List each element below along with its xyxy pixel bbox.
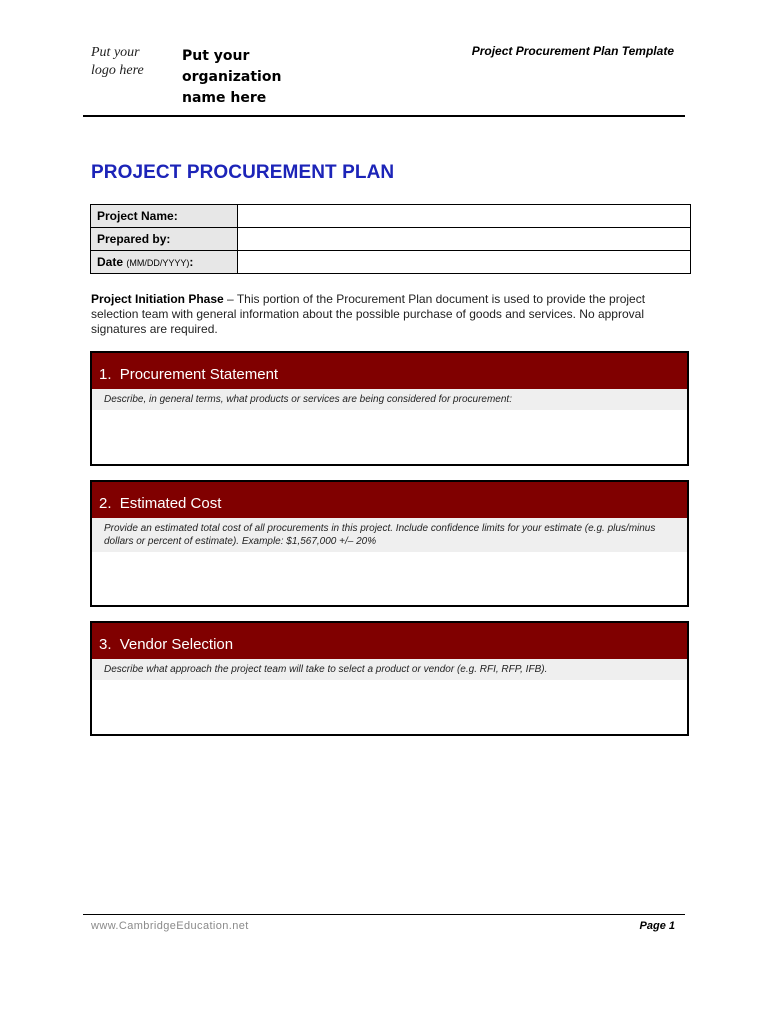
date-label-colon: :: [189, 255, 194, 269]
intro-text: – This portion of the Procurement Plan document is used to provide the project selection team with general information about the possible purchase of goods and services. No approval signatures are required.: [91, 292, 646, 336]
section-header: [92, 353, 687, 389]
procurement-statement-area[interactable]: [92, 410, 687, 460]
section-number: 3.: [99, 636, 112, 653]
estimated-cost-area[interactable]: [92, 552, 687, 602]
section-number: 2.: [99, 495, 112, 512]
section-vendor-selection: [90, 621, 689, 736]
date-field[interactable]: [238, 251, 691, 274]
project-name-label: Project Name:: [91, 205, 238, 228]
project-info-table: [90, 204, 691, 274]
intro-paragraph: [91, 292, 691, 337]
section-description: Describe what approach the project team will take to select a product or vendor (e.g. RFI, RFP, IFB).: [92, 659, 687, 680]
document-title: Project Procurement Plan Template: [471, 44, 674, 58]
table-row: [91, 228, 691, 251]
logo-line-1: Put your: [91, 45, 140, 60]
table-row: [91, 251, 691, 274]
section-header: [92, 482, 687, 518]
table-row: [91, 205, 691, 228]
org-line-1: Put your: [182, 48, 250, 64]
project-name-field[interactable]: [238, 205, 691, 228]
organization-name: [182, 46, 312, 109]
page-title: PROJECT PROCUREMENT PLAN: [91, 162, 395, 183]
section-title: Procurement Statement: [119, 366, 279, 383]
date-label-text: Date: [97, 255, 124, 269]
org-line-3: name here: [182, 90, 267, 106]
date-format-hint: (MM/DD/YYYY): [126, 258, 190, 268]
prepared-by-label: Prepared by:: [91, 228, 238, 251]
date-label: [91, 251, 238, 274]
logo-line-2: logo here: [91, 63, 144, 78]
section-number: 1.: [99, 366, 112, 383]
footer-divider: [83, 914, 685, 915]
section-estimated-cost: [90, 480, 689, 607]
vendor-selection-area[interactable]: [92, 680, 687, 730]
prepared-by-field[interactable]: [238, 228, 691, 251]
page-number: Page 1: [639, 920, 675, 932]
footer-website[interactable]: www.CambridgeEducation.net: [91, 920, 249, 932]
section-title: Vendor Selection: [119, 636, 234, 653]
section-header: [92, 623, 687, 659]
org-line-2: organization: [182, 69, 282, 85]
section-title: Estimated Cost: [119, 495, 222, 512]
section-description: Provide an estimated total cost of all procurements in this project. Include confidence limits for your estimate (e.g. plus/minus dollars or percent of estimate). Example: $1,567,000 +/– 20%: [92, 518, 687, 552]
phase-label: Project Initiation Phase: [91, 292, 224, 306]
header-divider: [83, 115, 685, 117]
logo-placeholder: [91, 44, 171, 80]
section-procurement-statement: [90, 351, 689, 466]
section-description: Describe, in general terms, what products or services are being considered for procurement:: [92, 389, 687, 410]
